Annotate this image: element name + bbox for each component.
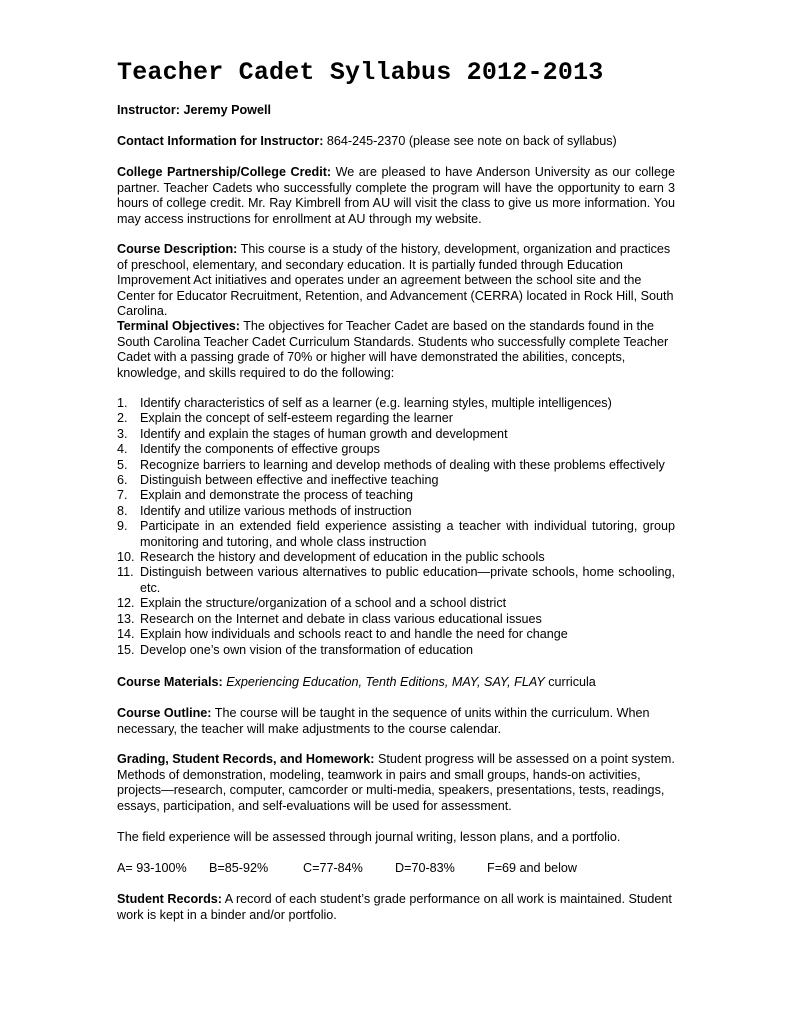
course-description-text: This course is a study of the history, development, organization and practices of preschool, elementary, and secondary education. It is partially funded through Education Improvement Act initiatives and operates under an agreement between the school site and the Center for Educator Recruitment, Retention, and Advancement (CERRA) located in Rock Hill, South Carolina. [117, 242, 674, 319]
list-item [117, 596, 675, 611]
grade-d: D=70-83% [395, 861, 455, 875]
list-item-number: 14. [117, 627, 135, 642]
college-credit-text: We are pleased to have Anderson University as our college partner. Teacher Cadets who successfully complete the program will have the opportunity to earn 3 hours of college credit. Mr. Ray Kimbrell from AU will visit the class to give us more information. You may access instructions for enrollment at AU through my website. [117, 165, 675, 226]
page-title: Teacher Cadet Syllabus 2012-2013 [117, 58, 604, 87]
list-item [117, 519, 675, 550]
course-materials-paragraph [117, 675, 675, 691]
list-item-number: 1. [117, 396, 128, 410]
list-item-number: 6. [117, 473, 128, 488]
college-credit-paragraph [117, 165, 675, 227]
course-materials-titles: Experiencing Education, Tenth Editions, MAY, SAY, FLAY [226, 675, 545, 689]
objectives-list [117, 396, 675, 658]
list-item-number: 9. [117, 519, 128, 534]
list-item [117, 427, 675, 442]
list-item-text: Distinguish between various alternatives to public education—private schools, home schooling, etc. [140, 565, 675, 595]
list-item-text: Research on the Internet and debate in class various educational issues [140, 611, 542, 626]
list-item [117, 473, 675, 488]
list-item [117, 504, 675, 519]
list-item-number: 2. [117, 411, 128, 426]
grade-a: A= 93-100% [117, 861, 187, 875]
grading-text: Student progress will be assessed on a point system. Methods of demonstration, modeling, teamwork in pairs and small groups, hands-on activities, projects—research, computer, camcorder or multi-media, speakers, presentations, tests, readings, essays, participation, and self-evaluations will be used for assessment. [117, 752, 675, 813]
list-item-text: Recognize barriers to learning and develop methods of dealing with these problems effectively [140, 457, 665, 472]
list-item-number: 8. [117, 503, 128, 518]
list-item [117, 396, 675, 411]
list-item-text: Identify and utilize various methods of instruction [140, 503, 412, 518]
course-outline-paragraph [117, 706, 675, 737]
list-item [117, 627, 675, 642]
grade-f: F=69 and below [487, 861, 577, 875]
course-outline-label: Course Outline: [117, 706, 212, 720]
list-item-number: 11. [117, 565, 134, 580]
course-materials-label: Course Materials: [117, 675, 223, 689]
list-item [117, 643, 675, 658]
list-item [117, 550, 675, 565]
course-materials-text: curricula [548, 675, 596, 689]
contact-paragraph [117, 134, 675, 150]
field-experience-paragraph [117, 830, 675, 846]
list-item [117, 411, 675, 426]
list-item-number: 12. [117, 596, 135, 611]
list-item-number: 5. [117, 457, 128, 472]
grade-c: C=77-84% [303, 861, 363, 875]
student-records-text: A record of each student’s grade performance on all work is maintained. Student work is kept in a binder and/or portfolio. [117, 892, 672, 922]
field-experience-text: The field experience will be assessed through journal writing, lesson plans, and a portfolio. [117, 830, 621, 844]
list-item-number: 3. [117, 426, 128, 441]
contact-label: Contact Information for Instructor: [117, 134, 324, 148]
college-credit-label: College Partnership/College Credit: [117, 165, 332, 179]
list-item-text: Identify and explain the stages of human growth and development [140, 426, 508, 441]
terminal-objectives-text: The objectives for Teacher Cadet are based on the standards found in the South Carolina Teacher Cadet Curriculum Standards. Students who successfully complete Teacher Cadet with a passing grade of 70% or higher will have demonstrated the abilities, concepts, knowledge, and skills required to do the following: [117, 319, 669, 380]
terminal-objectives-paragraph [117, 319, 675, 381]
list-item-text: Explain and demonstrate the process of teaching [140, 488, 414, 503]
list-item-number: 10. [117, 550, 135, 565]
list-item-number: 7. [117, 488, 128, 503]
instructor-name: Jeremy Powell [183, 103, 271, 117]
list-item-text: Explain how individuals and schools react to and handle the need for change [140, 627, 568, 642]
instructor-label: Instructor: [117, 103, 180, 117]
list-item-text: Identify the components of effective groups [140, 442, 380, 457]
student-records-label: Student Records: [117, 892, 222, 906]
list-item-number: 13. [117, 611, 135, 626]
list-item-text: Explain the concept of self-esteem regarding the learner [140, 411, 453, 426]
list-item-text: Distinguish between effective and ineffective teaching [140, 473, 439, 488]
grade-b: B=85-92% [209, 861, 269, 875]
list-item [117, 442, 675, 457]
contact-text: 864-245-2370 (please see note on back of syllabus) [326, 134, 617, 148]
list-item-number: 15. [117, 642, 135, 657]
list-item [117, 612, 675, 627]
list-item-text: Explain the structure/organization of a school and a school district [140, 596, 507, 611]
grading-paragraph [117, 752, 675, 814]
grading-label: Grading, Student Records, and Homework: [117, 752, 375, 766]
course-description-label: Course Description: [117, 242, 238, 256]
instructor-line [117, 103, 675, 119]
list-item [117, 488, 675, 503]
list-item [117, 458, 675, 473]
student-records-paragraph [117, 892, 675, 923]
list-item-number: 4. [117, 442, 128, 457]
list-item-text: Develop one’s own vision of the transformation of education [140, 642, 474, 657]
list-item-text: Research the history and development of education in the public schools [140, 550, 545, 565]
list-item-text: Participate in an extended field experience assisting a teacher with individual tutoring, group monitoring and tutoring, and whole class instruction [140, 519, 675, 549]
terminal-objectives-label: Terminal Objectives: [117, 319, 240, 333]
course-outline-text: The course will be taught in the sequence of units within the curriculum. When necessary, the teacher will make adjustments to the course calendar. [117, 706, 650, 736]
list-item [117, 565, 675, 596]
course-description-paragraph [117, 242, 675, 320]
list-item-text: Identify characteristics of self as a learner (e.g. learning styles, multiple intelligences) [140, 396, 612, 410]
